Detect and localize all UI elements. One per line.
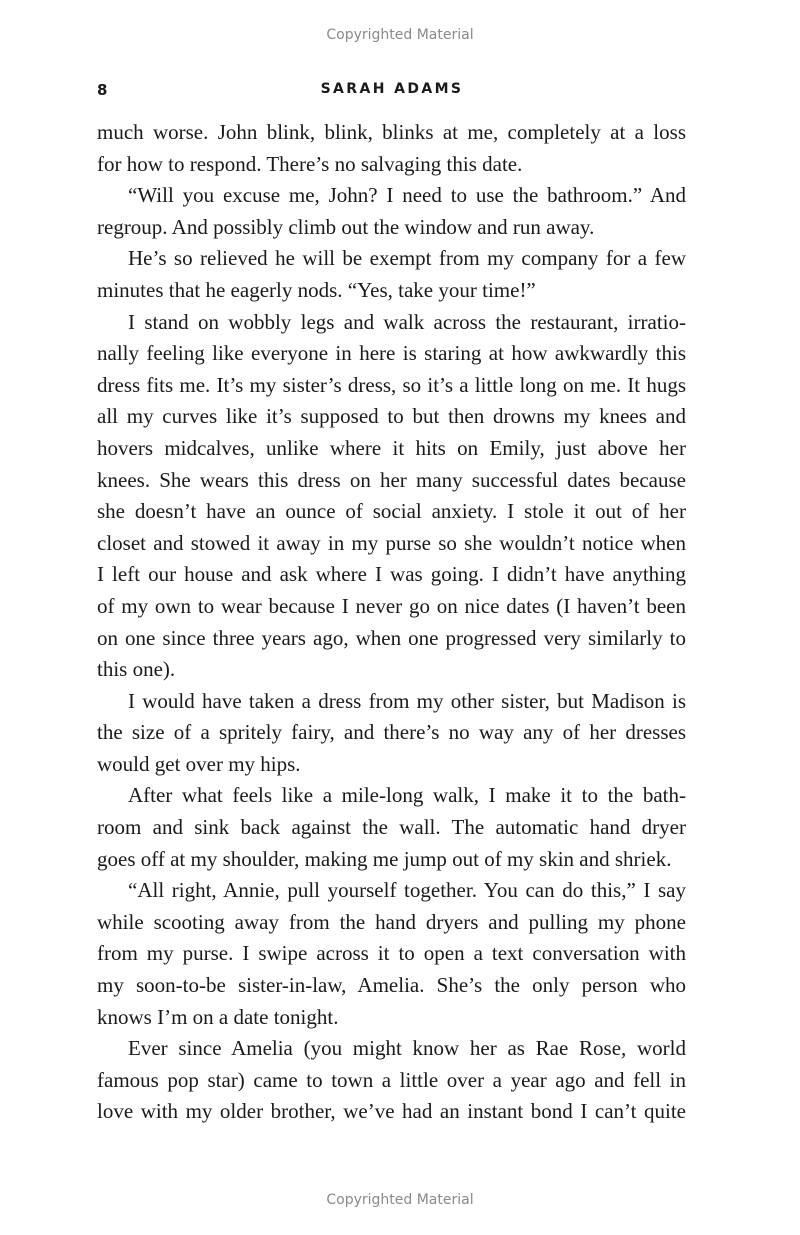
- text-line: closet and stowed it away in my purse so she wouldn’t notice when: [97, 530, 686, 555]
- text-line: of my own to wear because I never go on nice dates (I haven’t been: [97, 593, 686, 618]
- text-line: nally feeling like everyone in here is staring at how awkwardly this: [97, 341, 686, 366]
- text-line: all my curves like it’s supposed to but then drowns my knees and: [97, 404, 686, 429]
- text-line: minutes that he eagerly nods. “Yes, take your time!”: [97, 277, 536, 302]
- text-line: regroup. And possibly climb out the window and run away.: [97, 214, 595, 239]
- text-line: my soon-to-be sister-in-law, Amelia. She’s the only person who: [97, 973, 686, 998]
- body-text: [97, 117, 686, 1128]
- text-line: “All right, Annie, pull yourself together. You can do this,” I say: [128, 878, 686, 903]
- text-line: while scooting away from the hand dryers and pulling my phone: [97, 909, 686, 934]
- text-line: hovers midcalves, unlike where it hits on Emily, just above her: [97, 435, 686, 460]
- text-line: After what feels like a mile-long walk, I make it to the bath-: [128, 783, 686, 808]
- text-line: I would have taken a dress from my other sister, but Madison is: [128, 688, 686, 713]
- text-line: for how to respond. There’s no salvaging this date.: [97, 151, 523, 176]
- text-line: from my purse. I swipe across it to open a text conversation with: [97, 941, 686, 966]
- text-line: goes off at my shoulder, making me jump out of my skin and shriek.: [97, 846, 672, 871]
- text-line: famous pop star) came to town a little over a year ago and fell in: [97, 1067, 686, 1092]
- text-line: love with my older brother, we’ve had an instant bond I can’t quite: [97, 1099, 686, 1124]
- text-line: I left our house and ask where I was going. I didn’t have anything: [97, 562, 686, 587]
- text-line: she doesn’t have an ounce of social anxiety. I stole it out of her: [97, 499, 686, 524]
- text-line: knows I’m on a date tonight.: [97, 1004, 339, 1029]
- text-line: room and sink back against the wall. The automatic hand dryer: [97, 815, 686, 840]
- text-line: knees. She wears this dress on her many successful dates because: [97, 467, 686, 492]
- text-line: He’s so relieved he will be exempt from my company for a few: [128, 246, 686, 271]
- text-line: on one since three years ago, when one progressed very similarly to: [97, 625, 686, 650]
- text-line: the size of a spritely fairy, and there’s no way any of her dresses: [97, 720, 686, 745]
- page-number: 8: [97, 81, 108, 99]
- copyright-watermark-bottom: Copyrighted Material: [326, 1192, 474, 1208]
- author-name: SARAH ADAMS: [320, 81, 464, 97]
- text-line: much worse. John blink, blink, blinks at me, completely at a loss: [97, 120, 686, 144]
- text-line: dress fits me. It’s my sister’s dress, so it’s a little long on me. It hugs: [97, 372, 686, 397]
- text-line: would get over my hips.: [97, 751, 301, 776]
- text-line: this one).: [97, 657, 176, 682]
- running-header: [97, 81, 687, 103]
- copyright-watermark-top: Copyrighted Material: [326, 27, 474, 43]
- text-line: I stand on wobbly legs and walk across the restaurant, irratio-: [128, 309, 686, 334]
- text-line: Ever since Amelia (you might know her as Rae Rose, world: [128, 1036, 686, 1061]
- text-line: “Will you excuse me, John? I need to use the bathroom.” And: [128, 183, 686, 208]
